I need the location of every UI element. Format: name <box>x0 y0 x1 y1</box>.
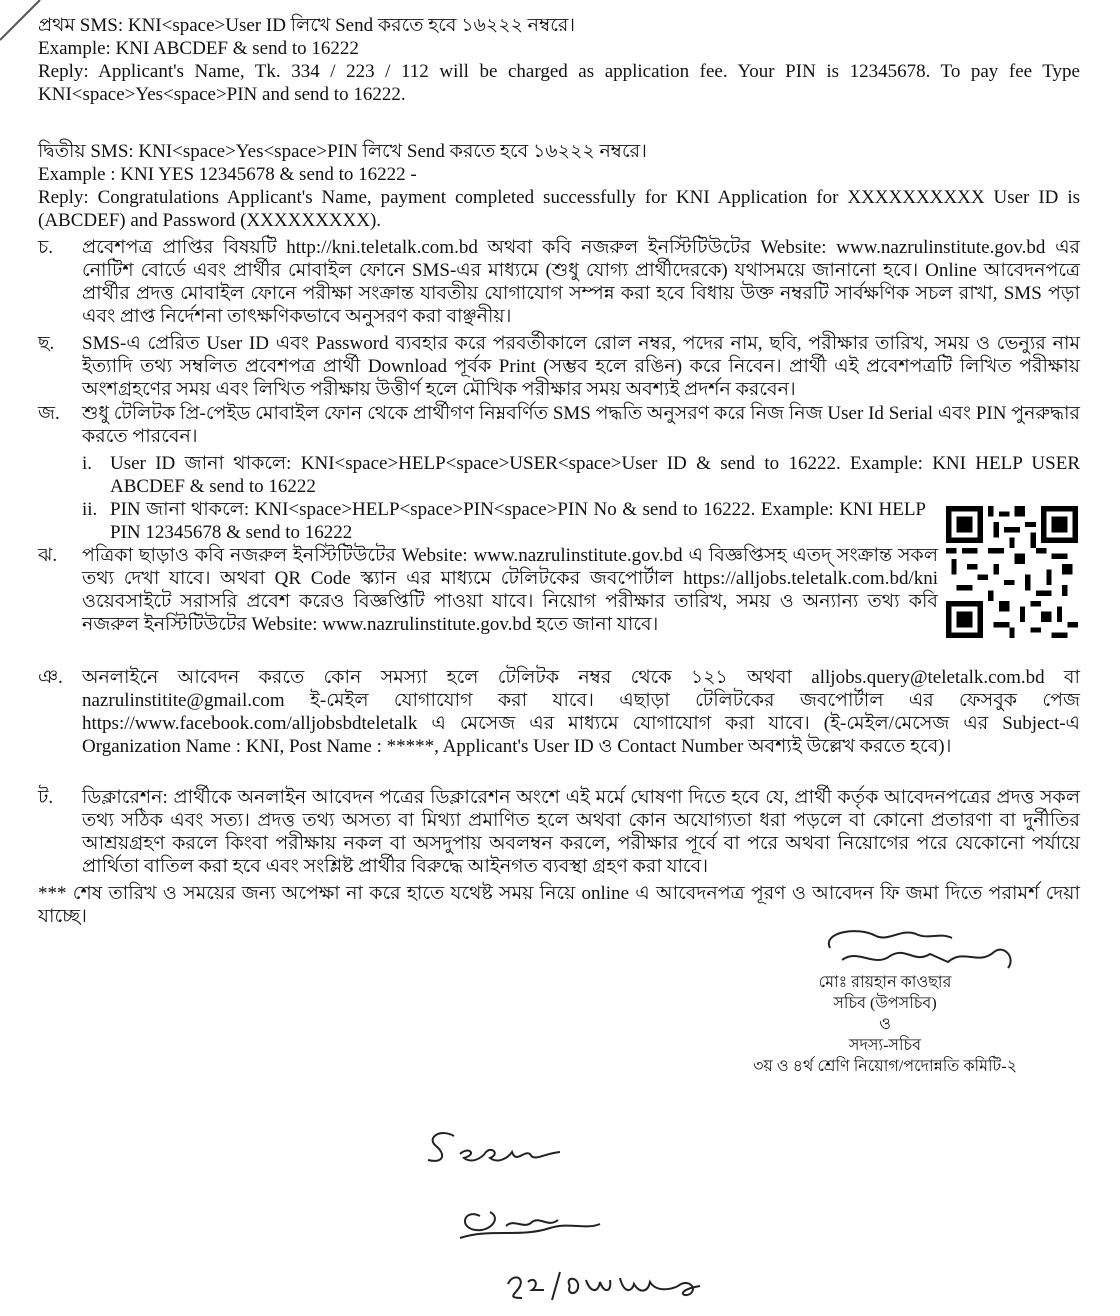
list-marker: ছ. <box>38 333 55 354</box>
officer-signature <box>818 918 1028 978</box>
handwritten-date <box>500 1264 710 1314</box>
list-item-text: অনলাইনে আবেদন করতে কোন সমস্যা হলে টেলিটক নম্বর থেকে ১২১ অথবা alljobs.query@teletalk.com.bd বা nazrulinstitite@gmail.com ই-মেইল যোগাযোগ করা যাবে। এছাড়া টেলিটকের জবপোর্টাল এর ফেসবুক পেজ https://www.facebook.com/alljobsbdteletalk এ মেসেজ এর মাধ্যমে যোগাযোগ করা যাবে। (ই-মেইল/মেসেজ এর Subject-এ Organization Name : KNI, Post Name : *****, Applicant's User ID ও Contact Number অবশ্যই উল্লেখ করতে হবে)। <box>82 667 1080 757</box>
list-item-jha <box>38 544 938 636</box>
sub-item-text: User ID জানা থাকলে: KNI<space>HELP<space>USER<space>User ID & send to 16222. Example: KNI HELP USER ABCDEF & send to 16222 <box>110 453 1080 497</box>
list-item-text: প্রবেশপত্র প্রাপ্তির বিষয়টি http://kni.teletalk.com.bd অথবা কবি নজরুল ইনস্টিটিউটের Website: www.nazrulinstitute.gov.bd এর নোটিশ বোর্ডে এবং প্রার্থীর মোবাইল ফোনে SMS-এর মাধ্যমে (শুধু যোগ্য প্রার্থীদেরকে) যথাসময়ে জানানো হবে। Online আবেদনপত্রে প্রার্থীর প্রদত্ত মোবাইল ফোনে পরীক্ষা সংক্রান্ত যাবতীয় যোগাযোগ সম্পন্ন করা হবে বিধায় উক্ত নম্বরটি সার্বক্ষণিক সচল রাখা, SMS পড়া এবং প্রাপ্ত নির্দেশনা তাৎক্ষণিকভাবে অনুসরণ করা বাঞ্ছনীয়। <box>82 237 1080 327</box>
list-item-text: পত্রিকা ছাড়াও কবি নজরুল ইনস্টিটিউটের Website: www.nazrulinstitute.gov.bd এ বিজ্ঞপ্তিসহ এতদ্ সংক্রান্ত সকল তথ্য দেখা যাবে। অথবা QR Code স্ক্যান এর মাধ্যমে টেলিটকের জবপোর্টাল https://alljobs.teletalk.com.bd/kni ওয়েবসাইটে সরাসরি প্রবেশ করেও বিজ্ঞপ্তিটি পাওয়া যাবে। নিয়োগ পরীক্ষার তারিখ, সময় ও অন্যান্য তথ্য কবি নজরুল ইনস্টিটিউটের Website: www.nazrulinstitute.gov.bd হতে জানা যাবে। <box>82 545 938 635</box>
list-item-text: শুধু টেলিটক প্রি-পেইড মোবাইল ফোন থেকে প্রার্থীগণ নিম্নবর্ণিত SMS পদ্ধতি অনুসরণ করে নিজ নিজ User Id Serial এবং PIN পুনরুদ্ধার করতে পারবেন। <box>82 403 1080 447</box>
list-marker: জ. <box>38 403 60 424</box>
signatory-block <box>720 972 1050 1077</box>
handwritten-seen-note <box>420 1124 570 1174</box>
list-marker: ঞ. <box>38 667 63 688</box>
sms2-instruction: দ্বিতীয় SMS: KNI<space>Yes<space>PIN লিখে Send করতে হবে ১৬২২২ নম্বরে। <box>38 141 647 162</box>
list-marker: চ. <box>38 237 54 258</box>
sms1-example: Example: KNI ABCDEF & send to 16222 <box>38 38 359 59</box>
signatory-designation: সচিব (উপসচিব) <box>833 995 937 1012</box>
sub-marker: ii. <box>82 499 98 520</box>
list-item-cha <box>38 236 1080 328</box>
signatory-committee: ৩য় ও ৪র্থ শ্রেণি নিয়োগ/পদোন্নতি কমিটি-২ <box>752 1058 1017 1075</box>
list-item-ja <box>38 402 1080 448</box>
sub-item-ii <box>82 498 926 544</box>
list-item-ta <box>38 786 1080 878</box>
footnote: *** শেষ তারিখ ও সময়ের জন্য অপেক্ষা না করে হাতে যথেষ্ট সময় নিয়ে online এ আবেদনপত্র পূরণ ও আবেদন ফি জমা দিতে পরামর্শ দেয়া যাচ্ছে। <box>38 883 1080 927</box>
list-marker: ঝ. <box>38 545 58 566</box>
sms1-instruction: প্রথম SMS: KNI<space>User ID লিখে Send করতে হবে ১৬২২২ নম্বরে। <box>38 15 576 36</box>
sms1-reply: Reply: Applicant's Name, Tk. 334 / 223 / 112 will be charged as application fee. Your PIN is 12345678. To pay fee Type KNI<space>Yes<space>PIN and send to 16222. <box>38 61 1080 105</box>
handwritten-initial-signature <box>450 1198 610 1248</box>
sub-item-text: PIN জানা থাকলে: KNI<space>HELP<space>PIN<space>PIN No & send to 16222. Example: KNI HELP PIN 12345678 & send to 16222 <box>110 499 926 543</box>
sms1-section <box>38 14 1080 106</box>
list-item-text: ডিক্লারেশন: প্রার্থীকে অনলাইন আবেদন পত্রের ডিক্লারেশন অংশে এই মর্মে ঘোষণা দিতে হবে যে, প্রার্থী কর্তৃক আবেদনপত্রের প্রদত্ত সকল তথ্য সঠিক এবং সত্য। প্রদত্ত তথ্য অসত্য বা মিথ্যা প্রমাণিত হলে অথবা কোন অযোগ্যতা ধরা পড়লে বা কোনো প্রতারণা বা দুর্নীতির আশ্রয়গ্রহণ করলে কিংবা পরীক্ষায় নকল বা অসদুপায় অবলম্বন করলে, পরীক্ষার পূর্বে বা পরে অথবা নিয়োগের পরে যেকোনো পর্যায়ে প্রার্থিতা বাতিল করা হবে এবং সংশ্লিষ্ট প্রার্থীর বিরুদ্ধে আইনগত ব্যবস্থা গ্রহণ করা যাবে। <box>82 787 1080 877</box>
signatory-conjunction: ও <box>879 1016 891 1033</box>
list-item-chha <box>38 332 1080 401</box>
list-marker: ট. <box>38 787 54 808</box>
sms2-reply: Reply: Congratulations Applicant's Name, payment completed successfully for KNI Application for XXXXXXXXXX User ID is (ABCDEF) and Password (XXXXXXXXX). <box>38 187 1080 231</box>
sub-marker: i. <box>82 453 93 474</box>
list-item-nya <box>38 666 1080 758</box>
signatory-role: সদস্য-সচিব <box>848 1037 922 1054</box>
signatory-name: মোঃ রায়হান কাওছার <box>818 974 952 991</box>
list-item-text: SMS-এ প্রেরিত User ID এবং Password ব্যবহার করে পরবর্তীকালে রোল নম্বর, পদের নাম, ছবি, পরীক্ষার তারিখ, সময় ও ভেন্যুর নাম ইত্যাদি তথ্য সম্বলিত প্রবেশপত্র প্রার্থী Download পূর্বক Print (সম্ভব হলে রঙিন) করে নিবেন। প্রার্থী এই প্রবেশপত্রটি লিখিত পরীক্ষায় অংশগ্রহণের সময় এবং লিখিত পরীক্ষায় উত্তীর্ণ হলে মৌখিক পরীক্ষার সময় অবশ্যই প্রদর্শন করবেন। <box>82 333 1080 400</box>
qr-code[interactable] <box>946 506 1078 638</box>
sub-item-i <box>82 452 1080 498</box>
sms2-section <box>38 140 1080 232</box>
sms2-example: Example : KNI YES 12345678 & send to 16222 - <box>38 164 417 185</box>
